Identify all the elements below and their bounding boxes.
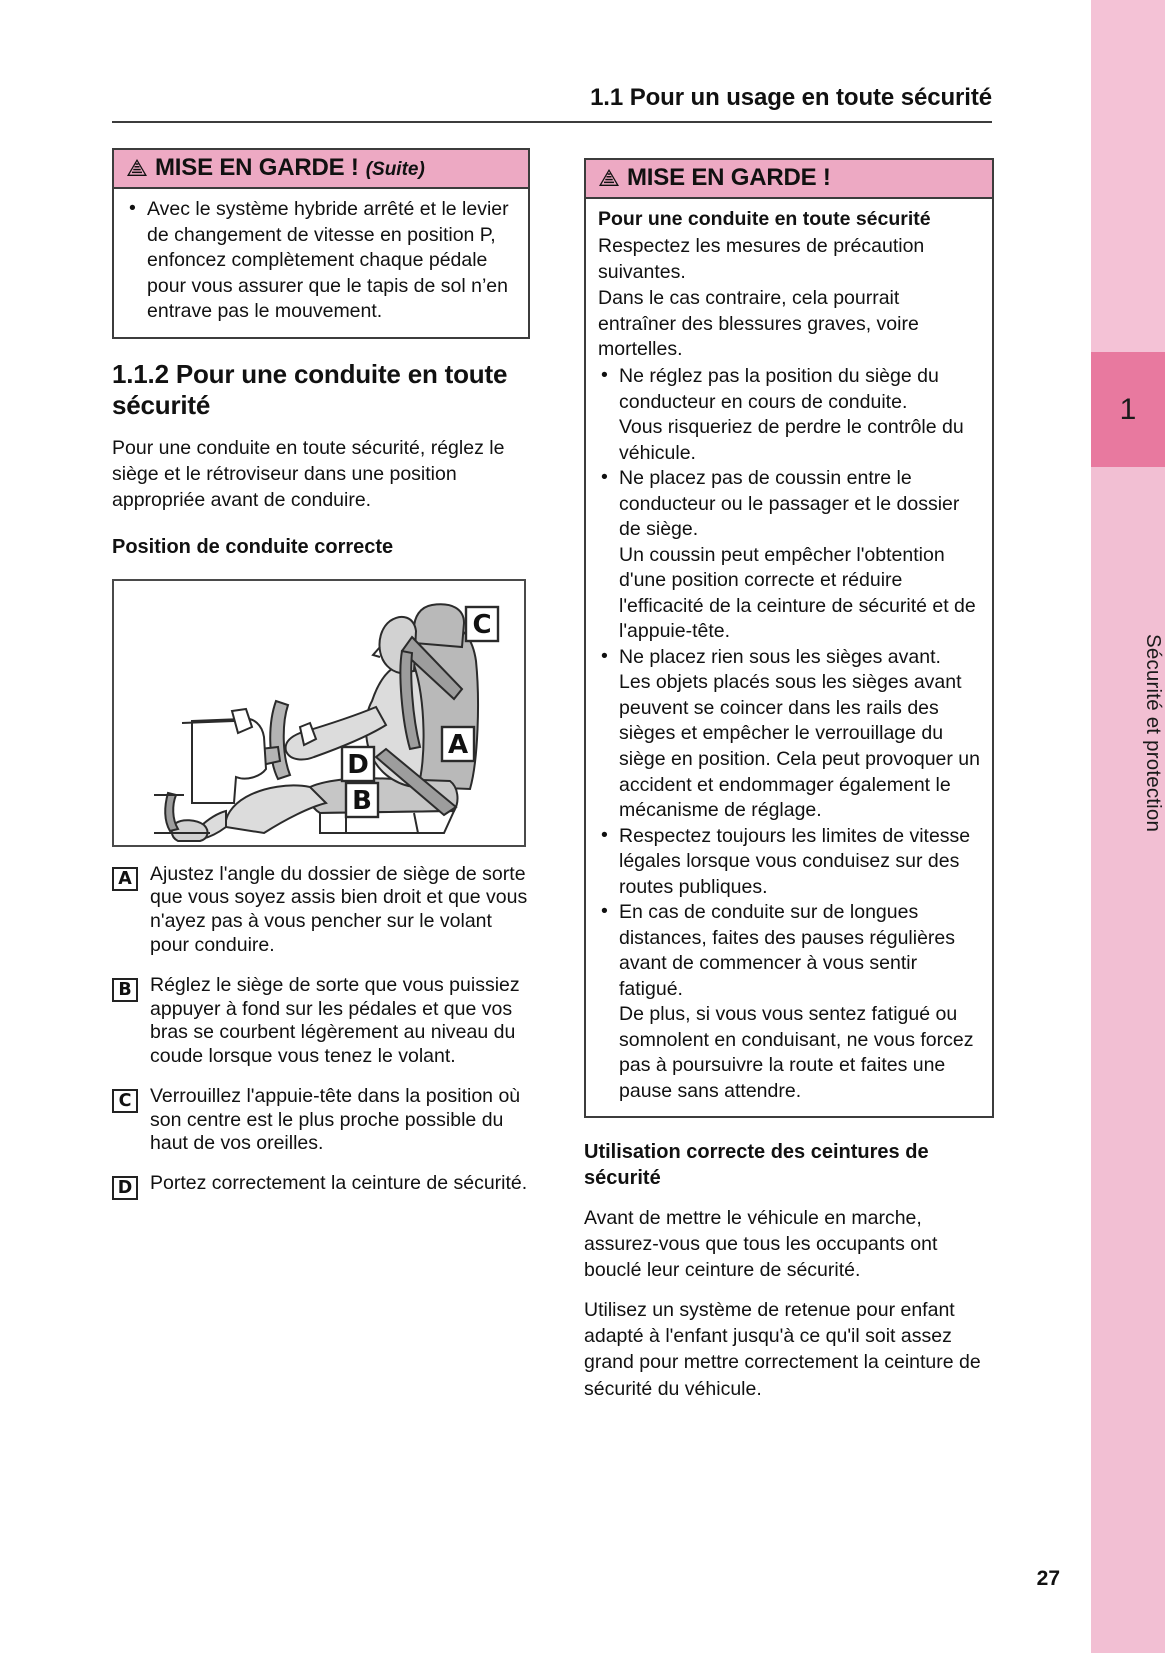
warning-bullet-text: En cas de conduite sur de longues distances, faites des pauses régulières avant de commencer à vous sentir fatigué.	[619, 901, 956, 1000]
key-label-b: B	[112, 978, 138, 1002]
warning-bullet-note: Un coussin peut empêcher l'obtention d'une position correcte et réduire l'efficacité de la ceinture de sécurité et de l'appuie-tête.	[619, 543, 976, 643]
key-label-a: A	[112, 867, 138, 891]
warning-box-safe-driving	[584, 158, 994, 1118]
figure-callout-d	[342, 747, 374, 781]
running-header	[112, 84, 992, 123]
warning-bullet-list	[126, 197, 518, 325]
figure-callout-a	[442, 727, 474, 761]
figure-callout-b	[346, 783, 378, 817]
warning-bullet-item	[598, 466, 982, 543]
key-text-b: Réglez le siège de sorte que vous puissiez appuyer à fond sur les pédales et que vos bras se courbent légèrement au niveau du coude lorsque vous tenez le volant.	[150, 973, 520, 1068]
warning-box-body	[114, 189, 528, 337]
warning-box-body	[586, 199, 992, 1116]
warning-bullet-text: Ne placez pas de coussin entre le conducteur ou le passager et le dossier de siège.	[619, 467, 960, 541]
warning-bullet-list	[598, 900, 982, 1002]
key-text-d: Portez correctement la ceinture de sécurité.	[150, 1172, 528, 1195]
subheading-driving-position: Position de conduite correcte	[112, 536, 394, 559]
warning-bullet-item	[598, 824, 982, 901]
warning-subtitle: Pour une conduite en toute sécurité	[598, 208, 931, 230]
warning-bullet-item	[598, 645, 982, 671]
right-column	[584, 158, 994, 1402]
seatbelt-paragraph-1: Avant de mettre le véhicule en marche, assurez-vous que tous les occupants ont bouclé leur ceinture de sécurité.	[584, 1206, 938, 1282]
key-label-d: D	[112, 1176, 138, 1200]
warning-bullet-item	[598, 364, 982, 415]
warning-bullet-list	[598, 466, 982, 543]
warning-intro-1: Respectez les mesures de précaution suivantes.	[598, 235, 925, 283]
left-column	[112, 148, 530, 1216]
svg-text:D: D	[347, 749, 369, 780]
warning-box-continued	[112, 148, 530, 339]
key-item-list	[112, 863, 530, 1201]
key-label-c: C	[112, 1089, 138, 1113]
warning-bullet-item	[126, 197, 518, 325]
key-item-b	[112, 974, 530, 1069]
warning-title: MISE EN GARDE !	[155, 154, 359, 181]
bullet-glyph: •	[601, 644, 608, 667]
warning-triangle-icon	[126, 158, 148, 177]
warning-bullet-note: De plus, si vous vous sentez fatigué ou somnolent en conduisant, ne vous forcez pas à poursuivre la route et faites une pause sans attendre.	[619, 1003, 974, 1102]
warning-bullet-text: Ne réglez pas la position du siège du conducteur en cours de conduite.	[619, 365, 939, 413]
bullet-glyph: •	[129, 197, 136, 219]
bullet-glyph: •	[601, 823, 608, 846]
section-intro-paragraph: Pour une conduite en toute sécurité, réglez le siège et le rétroviseur dans une position appropriée avant de conduire.	[112, 437, 505, 512]
thumb-tab-upper-band	[1091, 0, 1165, 352]
header-divider	[112, 121, 992, 123]
warning-bullet-list	[598, 645, 982, 671]
warning-box-header	[586, 160, 992, 199]
svg-text:B: B	[352, 785, 372, 816]
key-item-c	[112, 1085, 530, 1156]
warning-intro-2: Dans le cas contraire, cela pourrait entraîner des blessures graves, voire mortelles.	[598, 287, 919, 361]
key-item-a	[112, 863, 530, 958]
warning-triangle-icon	[598, 168, 620, 187]
warning-bullet-list	[598, 364, 982, 415]
seatbelt-paragraph-2: Utilisez un système de retenue pour enfant adapté à l'enfant jusqu'à ce qu'il soit assez grand pour mettre correctement la ceinture de sécurité du véhicule.	[584, 1299, 981, 1400]
warning-bullet-note: Vous risqueriez de perdre le contrôle du véhicule.	[619, 416, 964, 464]
key-text-c: Verrouillez l'appuie-tête dans la position où son centre est le plus proche possible du haut de vos oreilles.	[150, 1084, 521, 1155]
figure-callout-c	[466, 607, 498, 641]
warning-bullet-list	[598, 824, 982, 901]
chapter-number-badge: 1	[1091, 352, 1165, 467]
key-item-d	[112, 1172, 530, 1200]
key-text-a: Ajustez l'angle du dossier de siège de sorte que vous soyez assis bien droit et que vous n'ayez pas à vous pencher sur le volant pour conduire.	[150, 862, 528, 956]
svg-text:C: C	[472, 609, 492, 640]
warning-bullet-text: Avec le système hybride arrêté et le levier de changement de vitesse en position P, enfoncez complètement chaque pédale pour vous assurer que le tapis de sol n’en entrave pas le mouvement.	[147, 198, 509, 323]
page-number: 27	[1036, 1567, 1060, 1590]
svg-text:A: A	[447, 729, 469, 760]
warning-title: MISE EN GARDE !	[627, 164, 831, 191]
warning-box-header	[114, 150, 528, 189]
warning-bullet-item	[598, 900, 982, 1002]
section-heading: 1.1.2 Pour une conduite en toute sécurité	[112, 358, 508, 420]
chapter-name-label: Sécurité et protection	[1142, 633, 1165, 833]
chapter-thumb-tab	[1091, 0, 1165, 1653]
bullet-glyph: •	[601, 900, 608, 923]
warning-bullet-note: Les objets placés sous les sièges avant peuvent se coincer dans les rails des sièges et empêcher le verrouillage du siège en position. Cela peut provoquer un accident et endommager également le mécanisme de réglage.	[619, 671, 980, 822]
page-title: 1.1 Pour un usage en toute sécurité	[590, 84, 992, 111]
driving-position-illustration	[112, 579, 526, 847]
bullet-glyph: •	[601, 364, 608, 386]
warning-title-suffix: (Suite)	[365, 159, 425, 180]
bullet-glyph: •	[601, 466, 608, 489]
warning-bullet-text: Ne placez rien sous les sièges avant.	[619, 645, 941, 668]
warning-bullet-text: Respectez toujours les limites de vitesse légales lorsque vous conduisez sur des routes publiques.	[619, 824, 971, 898]
subheading-seatbelt-usage: Utilisation correcte des ceintures de sécurité	[584, 1141, 929, 1189]
